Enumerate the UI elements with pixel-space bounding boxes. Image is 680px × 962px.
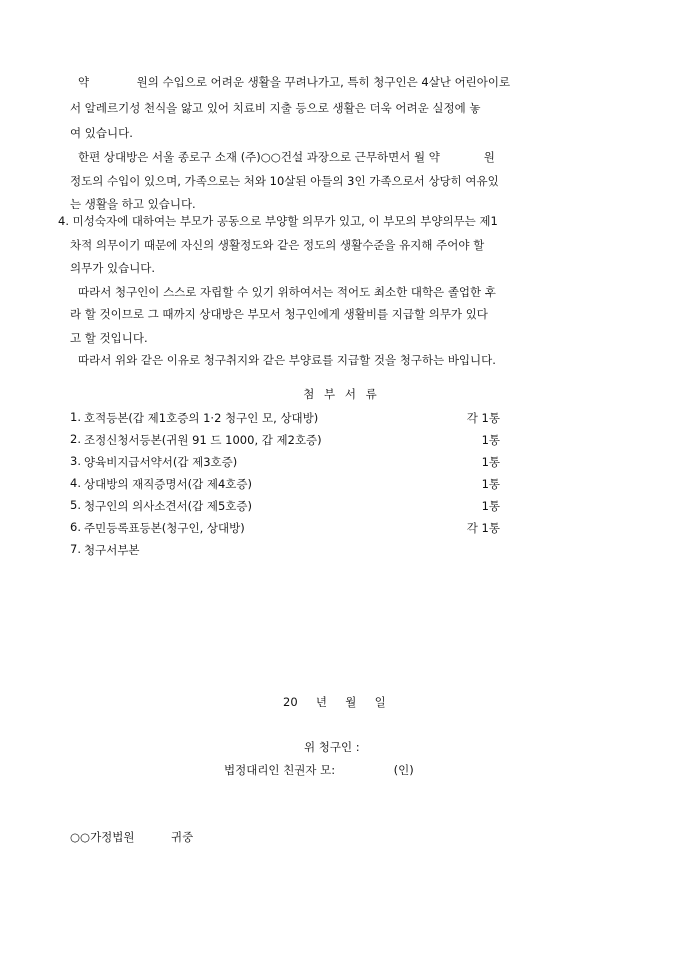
- attachment-number: 7.: [70, 542, 81, 556]
- attachment-quantity: 1통: [481, 499, 500, 513]
- attachment-name: 청구서부본: [84, 543, 140, 557]
- attachment-item: [70, 476, 500, 492]
- attachment-quantity: 1통: [481, 477, 500, 491]
- body-line: 의무가 있습니다.: [70, 261, 156, 275]
- attachment-number: 5.: [70, 498, 81, 512]
- attachment-item: [70, 520, 500, 536]
- body-line: 4. 미성숙자에 대하여는 부모가 공동으로 부양할 의무가 있고, 이 부모의 부양의무는 제1: [58, 214, 498, 228]
- attachment-number: 4.: [70, 476, 81, 490]
- attachment-quantity: 1통: [481, 455, 500, 469]
- attachment-item: [70, 410, 500, 426]
- attachment-name: 양육비지급서약서(갑 제3호증): [84, 455, 238, 469]
- attachment-name: 청구인의 의사소견서(갑 제5호증): [84, 499, 253, 513]
- attachments-title: 첨 부 서 류: [303, 387, 377, 401]
- body-line: 정도의 수입이 있으며, 가족으로는 처와 10살된 아들의 3인 가족으로서 상당히 여유있: [70, 174, 499, 188]
- attachment-name: 상대방의 재직증명서(갑 제4호증): [84, 477, 253, 491]
- attachment-number: 1.: [70, 410, 81, 424]
- claimant-line: 위 청구인 :: [304, 740, 360, 754]
- agent-line: 법정대리인 친권자 모: (인): [224, 763, 414, 777]
- attachment-item: [70, 432, 500, 448]
- attachment-quantity: 각 1통: [466, 411, 500, 425]
- attachment-quantity: 각 1통: [466, 521, 500, 535]
- attachment-number: 6.: [70, 520, 81, 534]
- body-line: 한편 상대방은 서울 종로구 소재 (주)○○건설 과장으로 근무하면서 월 약 원: [78, 150, 495, 164]
- body-line: 는 생활을 하고 있습니다.: [70, 197, 196, 211]
- attachment-item: [70, 542, 500, 558]
- body-line: 여 있습니다.: [70, 126, 133, 140]
- attachment-name: 주민등록표등본(청구인, 상대방): [84, 521, 245, 535]
- body-line: 따라서 위와 같은 이유로 청구취지와 같은 부양료를 지급할 것을 청구하는 바입니다.: [78, 353, 496, 367]
- body-line: 라 할 것이므로 그 때까지 상대방은 부모서 청구인에게 생활비를 지급할 의무가 있다: [70, 307, 488, 321]
- body-line: 고 할 것입니다.: [70, 331, 148, 345]
- body-line: 약 원의 수입으로 어려운 생활을 꾸려나가고, 특히 청구인은 4살난 어린아이로: [78, 75, 511, 89]
- attachment-name: 호적등본(갑 제1호증의 1·2 청구인 모, 상대방): [84, 411, 319, 425]
- body-line: 따라서 청구인이 스스로 자립할 수 있기 위하여서는 적어도 최소한 대학은 졸업한 후: [78, 285, 496, 299]
- attachment-number: 3.: [70, 454, 81, 468]
- body-line: 차적 의무이기 때문에 자신의 생활정도와 같은 정도의 생활수준을 유지해 주어야 할: [70, 238, 485, 252]
- attachment-item: [70, 454, 500, 470]
- attachment-quantity: 1통: [481, 433, 500, 447]
- court-line: ○○가정법원 귀중: [70, 830, 194, 844]
- attachment-name: 조정신청서등본(귀원 91 드 1000, 갑 제2호증): [84, 433, 322, 447]
- attachment-item: [70, 498, 500, 514]
- date-line: 20 년 월 일: [283, 695, 386, 709]
- body-line: 서 알레르기성 천식을 앓고 있어 치료비 지출 등으로 생활은 더욱 어려운 실정에 놓: [70, 101, 481, 115]
- attachment-number: 2.: [70, 432, 81, 446]
